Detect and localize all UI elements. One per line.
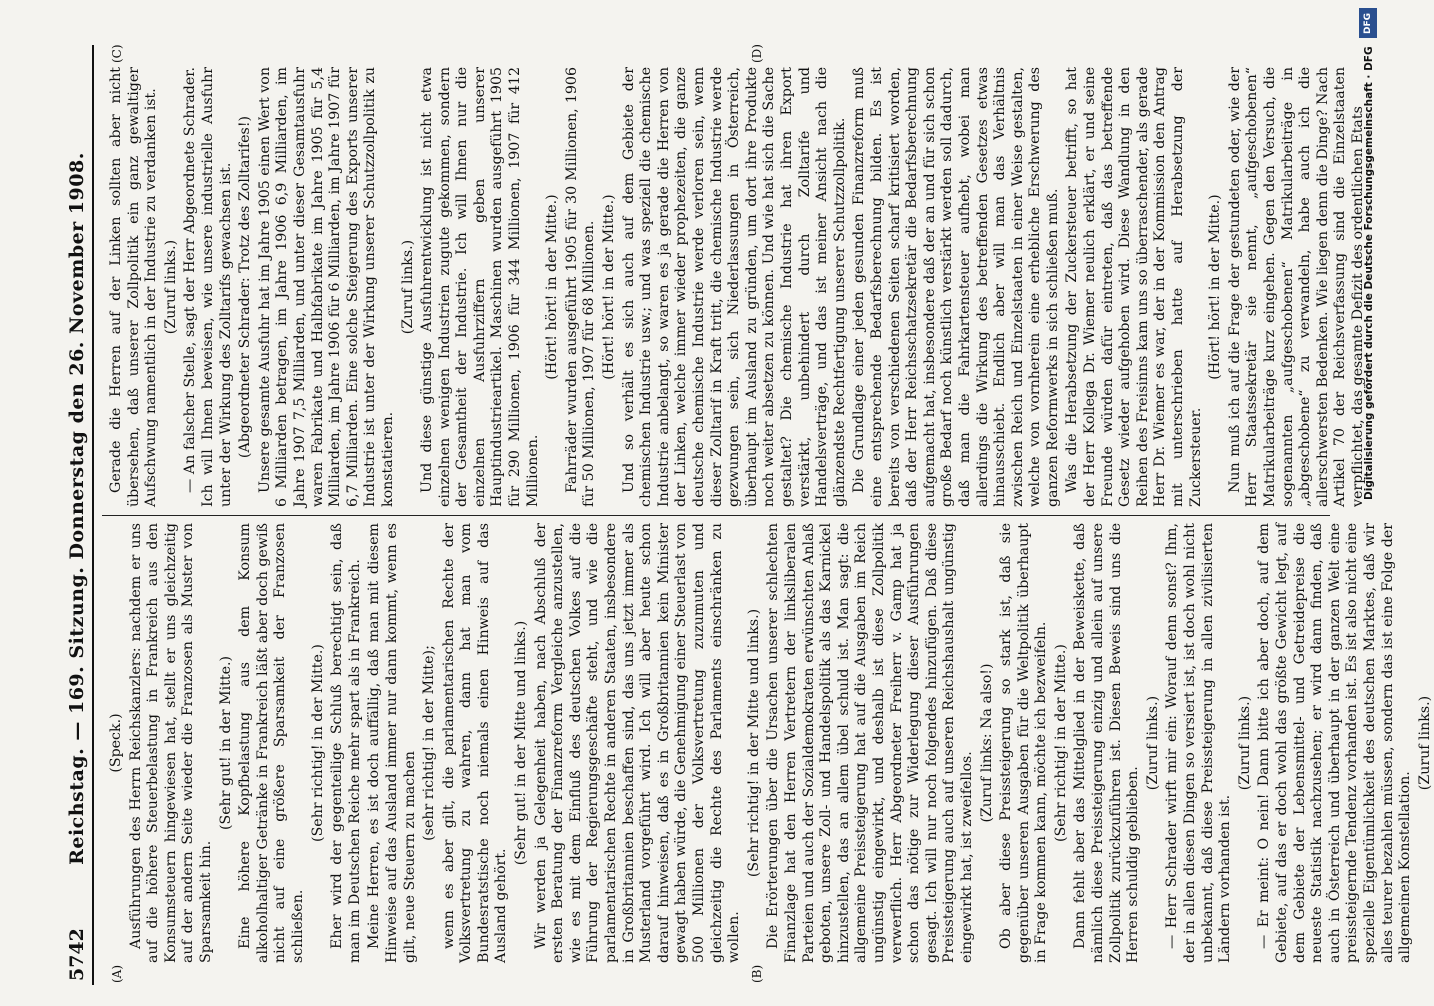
paragraph: — An falscher Stelle, sagt der Herr Abgeordnete Schrader. Ich will Ihnen beweisen, wie unsere industrielle Ausfuhr unter der Wirkung des Zolltarifs gewachsen ist.: [182, 67, 234, 507]
paragraph: (sehr richtig! in der Mitte);: [421, 645, 438, 841]
paragraph: Und so verhält es sich auch auf dem Gebiete der chemischen Industrie usw.; und was speziell die chemische Industrie anbelangt, so waren es ja gerade die Herren von der Linken, welche immer wieder prophezeiten, die ganze deutsche chemische Industrie werde verloren sein, wenn dieser Zolltarif in Kraft tritt, die chemische Industrie werde gezwungen sein, sich Niederlassungen in Österreich, überhaupt im Ausland zu gründen, um dort ihre Produkte noch weiter absetzen zu können. Und wie hat sich die Sache gestaltet? Die chemische Industrie hat ihren Export verstärkt, unbehindert durch Zolltarife und Handelsverträge, und das ist meiner Ansicht nach die glänzendste Rechtfertigung unserer Schutzzollpolitik.: [620, 67, 848, 507]
paragraph: Dann fehlt aber das Mittelglied in der Beweiskette, daß nämlich diese Preissteigerung einzig und allein auf unsere Zollpolitik zurückzuführen ist. Diesen Beweis sind uns die Herren schuldig geblieben.: [1072, 523, 1142, 963]
paragraph: (Zuruf links.): [162, 239, 179, 335]
paragraph: Unsere gesamte Ausfuhr hat im Jahre 1905 einen Wert von 6 Milliarden betragen, im Jahre 1906 6,9 Milliarden, im Jahre 1907 7,5 Milliarden, und unter dieser Gesamtausfuhr waren Fabrikate und Halbfabrikate im Jahre 1905 für 5,4 Milliarden, im Jahre 1906 für 6 Milliarden, im Jahre 1907 für 6,7 Milliarden. Eine solche Steigerung des Exports unserer Industrie ist unter der Wirkung unserer Schutzzollpolitik zu konstatieren.: [256, 67, 396, 507]
paragraph: (Hört! hört! in der Mitte.): [544, 194, 561, 380]
paragraph: (Zuruf links.): [399, 239, 416, 335]
paragraph: (Hört! hört! in der Mitte.): [601, 194, 618, 380]
paragraph: Eher wird der gegenteilige Schluß berechtigt sein, daß man im Deutschen Reiche mehr spart als in Frankreich.: [329, 523, 363, 963]
paragraph: Wir werden ja Gelegenheit haben, nach Abschluß der ersten Beratung der Finanzreform Vergleiche anzustellen, wie es mit dem Einfluß des deutschen Volkes auf die Führung der Regierungsgeschäfte steht, und wie die parlamentarischen Rechte in anderen Staaten, insbesondere in Großbritannien beschaffen sind, das uns jetzt immer als Musterland vorgeführt wird. Ich will aber heute schon darauf hinweisen, daß es in Großbritannien kein Minister gewagt haben würde, die Genehmigung einer Steuerlast von 500 Millionen der Volksvertretung zuzumuten und gleichzeitig die Rechte des Parlaments einschränken zu wollen.: [532, 523, 743, 963]
column-divider: [102, 515, 1330, 516]
digitization-note: Digitalisierung gefördert durch die Deutsche Forschungsgemeinschaft · DFG: [1363, 46, 1375, 500]
paragraph: (Zuruf links.): [1416, 695, 1433, 791]
left-column: [108, 523, 1433, 963]
paragraph: Die Grundlage einer jeden gesunden Finanzreform muß eine entsprechende Bedarfsberechnung bilden. Es ist bereits von verschiedenen Seiten scharf kritisiert worden, daß der Herr Reichsschatzsekretär die Bedarfsberechnung aufgemacht hat, insbesondere daß der an und für sich schon große Bedarf noch künstlich verstärkt werden soll dadurch, daß man die Fahrkartensteuer aufhebt, wobei man allerdings die Wirkung des betreffenden Gesetzes etwas hinausschiebt. Endlich aber will man das Verhältnis zwischen Reich und Einzelstaaten in einer Weise gestalten, welche von vornherein eine erhebliche Erschwerung des ganzen Reformwerks in sich schließen muß.: [851, 67, 1061, 507]
paragraph: — Herr Schrader wirft mir ein: Worauf denn sonst? Ihm, der in allen diesen Dingen so versiert ist, ist doch wohl nicht unbekannt, daß diese Preissteigerung in allen zivilisierten Ländern vorhanden ist.: [1164, 523, 1234, 963]
paragraph: Meine Herren, es ist doch auffällig, daß man mit diesem Hinweise auf das Ausland immer nur dann kommt, wenn es gilt, neue Steuern zu machen: [366, 523, 418, 963]
dfg-logo: DFG: [1359, 8, 1377, 38]
paragraph: (Zuruf links: Na also!): [978, 663, 995, 823]
page-number: 5742: [66, 928, 88, 981]
margin-mark-d: (D): [750, 44, 764, 63]
paragraph: Die Erörterungen über die Ursachen unserer schlechten Finanzlage hat den Herren Vertretern der linksliberalen Parteien und auch der Sozialdemokraten erwünschten Anlaß geboten, unsere Zoll- und Handelspolitik als das Karnickel hinzustellen, das an allem übel schuld ist. Man sagt: die allgemeine Preissteigerung hat auf die Ausgaben im Reich ungünstig eingewirkt, und deshalb ist diese Zollpolitik verwerflich. Herr Abgeordneter Freiherr v. Gamp hat ja schon das nötige zur Widerlegung dieser Ausführungen gesagt. Ich will nur noch folgendes hinzufügen. Daß diese Preissteigerung auch auf unseren Reichshaushalt ungünstig eingewirkt hat, ist zweifellos.: [765, 523, 975, 963]
paragraph: (Sehr gut! in der Mitte und links.): [513, 620, 530, 866]
paragraph: Was die Herabsetzung der Zuckersteuer betrifft, so hat der Herr Kollega Dr. Wiemer neulich erklärt, er und seine Freunde würden dafür eintreten, daß das betreffende Gesetz wieder aufgehoben wird. Diese Wandlung in den Reihen des Freisinns kam uns so überraschender, als gerade Herr Dr. Wiemer es war, der in der Kommission den Antrag mit unterschrieben hatte auf Herabsetzung der Zuckersteuer.: [1064, 67, 1204, 507]
right-column: [108, 67, 1366, 507]
paragraph: (Sehr gut! in der Mitte.): [217, 655, 234, 831]
paragraph: (Sehr richtig! in der Mitte.): [309, 644, 326, 842]
paragraph: (Zuruf links.): [1144, 695, 1161, 791]
paragraph: Nun muß ich auf die Frage der gestundeten oder, wie der Herr Staatssekretär sie nennt, „aufgeschobenen“ Matrikularbeiträge kurz eingehen. Gegen den Versuch, die sogenannten „aufgeschobenen“ Matrikularbeiträge in „abgeschobene“ zu verwandeln, habe auch ich die allerschwersten Bedenken. Wie liegen denn die Dinge? Nach Artikel 70 der Reichsverfassung sind die Einzelstaaten verpflichtet, das gesamte Defizit des ordentlichen Etats: [1226, 67, 1366, 507]
paragraph: Fahrräder wurden ausgeführt 1905 für 30 Millionen, 1906 für 50 Millionen, 1907 für 68 Millionen.: [563, 67, 598, 507]
paragraph: — Er meint: O nein! Dann bitte ich aber doch, auf dem Gebiete, auf das er doch wohl das größte Gewicht legt, auf dem Gebiete der Lebensmittel- und Getreidepreise die neueste Statistik nachzusehen; er wird dann finden, daß auch in Österreich und überhaupt in der ganzen Welt eine preissteigernde Tendenz vorhanden ist. Es ist also nicht eine spezielle Eigentümlichkeit des deutschen Marktes, daß wir alles teurer bezahlen müssen, sondern das ist eine Folge der allgemeinen Konstellation.: [1256, 523, 1414, 963]
paragraph: (Speck.): [108, 713, 124, 773]
paragraph: Und diese günstige Ausfuhrentwicklung ist nicht etwa einzelnen wenigen Industrien zugute gekommen, sondern der Gesamtheit der Industrie. Ich will Ihnen nur die einzelnen Ausfuhrziffern geben unserer Hauptindustrieartikel. Maschinen wurden ausgeführt 1905 für 290 Millionen, 1906 für 344 Millionen, 1907 für 412 Millionen.: [419, 67, 541, 507]
margin-mark-c: (C): [110, 44, 124, 63]
page-title: Reichstag. — 169. Sitzung. Donnerstag den 26. November 1908.: [66, 152, 88, 865]
digitization-sidebar: [1353, 6, 1379, 996]
paragraph: Eine höhere Kopfbelastung aus dem Konsum alkoholhaltiger Getränke in Frankreich läßt aber doch gewiß nicht auf eine größere Sparsamkeit der Franzosen schließen.: [237, 523, 306, 963]
margin-mark-b: (B): [750, 964, 764, 983]
paragraph: (Sehr richtig! in der Mitte und links.): [745, 608, 762, 878]
paragraph: (Abgeordneter Schrader: Trotz des Zolltarifes!): [237, 115, 254, 459]
paragraph: (Sehr richtig! in der Mitte.): [1052, 644, 1069, 842]
margin-mark-a: (A): [110, 964, 124, 983]
page-header: [50, 45, 94, 985]
paragraph: (Zuruf links.): [1236, 695, 1253, 791]
paragraph: Gerade die Herren auf der Linken sollten aber nicht übersehen, daß unserer Zollpolitik ein ganz gewaltiger Aufschwung namentlich in der Industrie zu verdanken ist.: [108, 67, 160, 507]
paragraph: Ob aber diese Preissteigerung so stark ist, daß sie gegenüber unseren Ausgaben für die Weltpolitik überhaupt in Frage kommen kann, möchte ich bezweifeln.: [998, 523, 1050, 963]
paragraph: wenn es aber gilt, die parlamentarischen Rechte der Volksvertretung zu wahren, dann hat man vom Bundesratstische noch niemals einen Hinweis auf das Ausland gehört.: [440, 523, 510, 963]
paragraph: (Hört! hört! in der Mitte.): [1207, 194, 1224, 380]
paragraph: Ausführungen des Herrn Reichskanzlers: nachdem er uns auf die höhere Steuerbelastung in Frankreich aus den Konsumsteuern hingewiesen hat, stellt er uns gleichzeitig auf der andern Seite wieder die Franzosen als Muster von Sparsamkeit hin.: [127, 523, 214, 963]
